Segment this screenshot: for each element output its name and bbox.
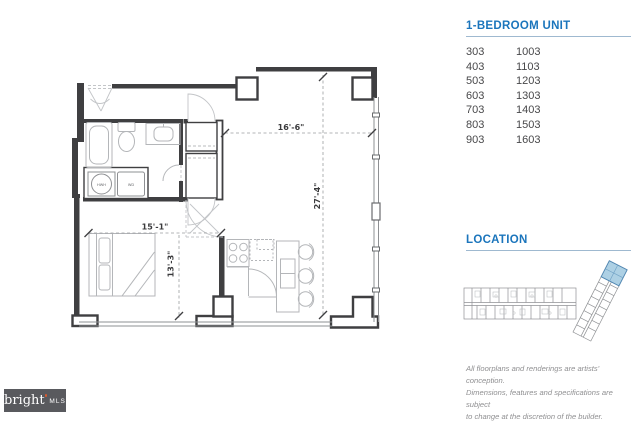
columns (73, 78, 379, 328)
unit-number: 503 (466, 75, 485, 88)
disclaimer-line: to change at the discretion of the builder. (466, 412, 603, 421)
unit-number: 303 (466, 46, 485, 58)
unit-number: 1403 (516, 104, 541, 117)
disclaimer (466, 363, 638, 423)
unit-number: 903 (466, 133, 485, 146)
unit-number: 803 (466, 118, 485, 131)
unit-row (466, 103, 540, 118)
keyplan-angled-wing (573, 261, 627, 341)
unit-row (466, 74, 540, 89)
logo-brand-text: bright (4, 393, 45, 408)
logo-suffix-text: MLS (49, 398, 66, 405)
keyplan-unit-detail (475, 291, 565, 315)
disclaimer-line: Dimensions, features and specifications are subject (466, 388, 613, 409)
unit-number: 1503 (516, 118, 541, 131)
unit-number: 703 (466, 104, 485, 117)
unit-row (466, 133, 540, 148)
wd-label: WD (127, 182, 135, 187)
unit-list-title: 1-BEDROOM UNIT (466, 20, 631, 37)
unit-number: 1603 (516, 133, 541, 146)
dim-living-height: 27'-4" (313, 182, 322, 210)
disclaimer-line: All floorplans and renderings are artists' conception. (466, 364, 600, 385)
unit-row (466, 118, 540, 133)
kitchen-fixtures (227, 240, 314, 313)
unit-row (466, 89, 540, 104)
dim-bedroom-height: 13'-3" (166, 250, 176, 278)
location-keyplan (463, 256, 640, 341)
unit-number: 1003 (516, 46, 541, 58)
bed (89, 234, 155, 297)
brightmls-logo (4, 389, 66, 412)
unit-number: 1103 (516, 60, 540, 73)
unit-row (466, 60, 540, 75)
dim-living-width: 16'-6" (277, 123, 305, 132)
unit-list (466, 45, 540, 147)
location-title: LOCATION (466, 234, 631, 251)
unit-number: 403 (466, 60, 485, 73)
unit-number: 603 (466, 89, 485, 102)
dim-bedroom-width: 15'-1" (141, 222, 169, 232)
closets (84, 123, 217, 199)
unit-row (466, 45, 540, 60)
unit-number: 1303 (516, 89, 541, 102)
logo-spark-icon (45, 394, 48, 397)
hwh-label: HWH (97, 182, 106, 187)
unit-number: 1203 (516, 75, 541, 88)
